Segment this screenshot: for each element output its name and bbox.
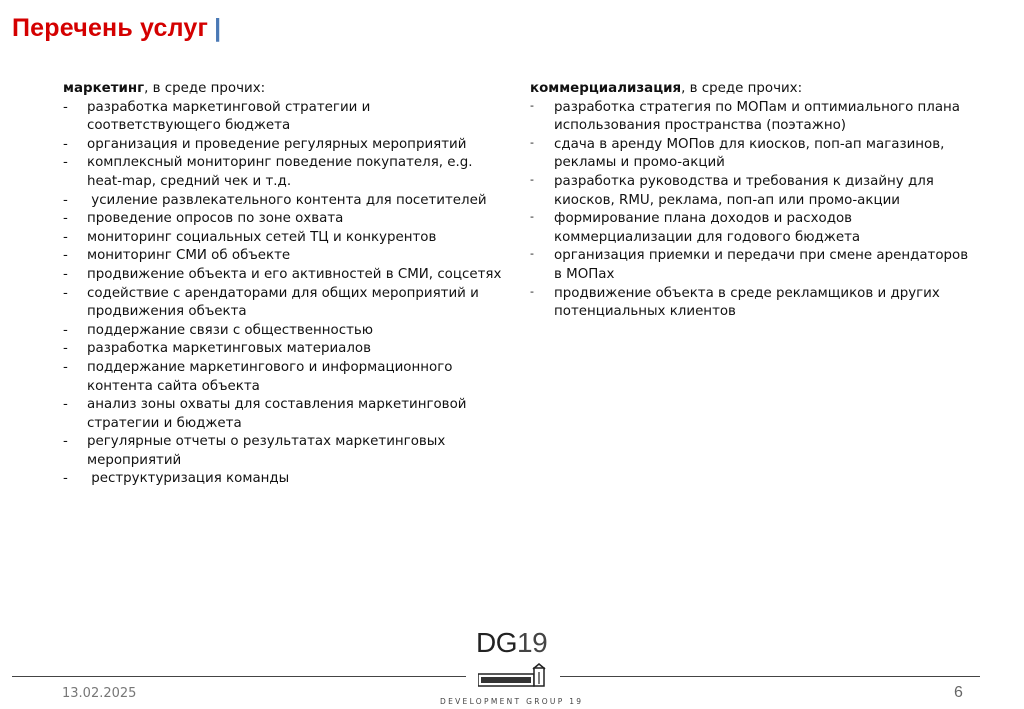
bullet-dash: - — [63, 229, 68, 245]
list-item — [63, 229, 503, 248]
list-item — [530, 247, 973, 284]
list-item-text: разработка стратегия по МОПам и оптимиального плана использования пространства (поэтажно) — [554, 99, 965, 134]
list-item — [63, 322, 503, 341]
list-item — [63, 433, 503, 470]
page-number: 6 — [954, 684, 963, 701]
list-item — [530, 99, 970, 136]
list-item — [530, 136, 970, 173]
list-item-text: поддержание маркетингового и информационного контента сайта объекта — [87, 359, 457, 394]
list-item-text: разработка маркетинговых материалов — [87, 341, 371, 357]
bullet-dash: - — [530, 284, 534, 298]
list-item — [63, 192, 503, 211]
list-item — [530, 173, 970, 210]
list-item — [530, 285, 970, 322]
bullet-dash: - — [63, 434, 68, 450]
list-item-text: разработка маркетинговой стратегии и соответствующего бюджета — [87, 99, 375, 134]
bullet-dash: - — [63, 99, 68, 115]
list-item — [63, 266, 503, 285]
company-name: DEVELOPMENT GROUP 19 — [440, 697, 584, 706]
list-item-text: мониторинг социальных сетей ТЦ и конкурентов — [87, 229, 437, 245]
list-item-text: мониторинг СМИ об объекте — [87, 248, 291, 264]
list-item — [530, 210, 970, 247]
list-item-text: продвижение объекта и его активностей в СМИ, соцсетях — [87, 266, 502, 282]
list-item-text: реструктуризация команды — [87, 471, 290, 487]
list-item-text: продвижение объекта в среде рекламщиков и других потенциальных клиентов — [554, 285, 945, 320]
bullet-dash: - — [530, 247, 534, 261]
bullet-dash: - — [63, 266, 68, 282]
commercialization-list — [530, 98, 973, 322]
list-item — [63, 285, 503, 322]
bullet-dash: - — [530, 210, 534, 224]
bullet-dash: - — [63, 322, 68, 338]
bullet-dash: - — [63, 248, 68, 264]
building-logo-icon — [478, 662, 548, 688]
list-item — [63, 359, 503, 396]
list-item-text: усиление развлекательного контента для посетителей — [87, 192, 487, 208]
list-item — [63, 99, 503, 136]
dg19-logo: DG19 — [476, 627, 548, 658]
list-item-text: организация приемки и передачи при смене арендаторов в МОПах — [554, 248, 973, 282]
list-item — [63, 136, 503, 155]
title-bar: | — [214, 14, 222, 42]
list-item — [63, 154, 503, 191]
slide-date: 13.02.2025 — [62, 686, 137, 701]
bullet-dash: - — [63, 341, 68, 357]
marketing-column — [63, 80, 503, 489]
bullet-dash: - — [63, 359, 68, 375]
page-title: Перечень услуг | — [12, 14, 222, 42]
bullet-dash: - — [63, 211, 68, 227]
list-item-text: организация и проведение регулярных мероприятий — [87, 136, 467, 152]
list-item-text: разработка руководства и требования к дизайну для киосков, RMU, реклама, поп-ап или промо-акции — [554, 173, 939, 208]
list-item-text: поддержание связи с общественностью — [87, 322, 374, 338]
bullet-dash: - — [63, 155, 68, 171]
bullet-dash: - — [63, 397, 68, 413]
bullet-dash: - — [63, 192, 68, 208]
bullet-dash: - — [530, 172, 534, 186]
footer-divider-left — [12, 676, 466, 677]
list-item — [63, 247, 503, 266]
bullet-dash: - — [63, 136, 68, 152]
list-item — [63, 470, 503, 489]
list-item-text: сдача в аренду МОПов для киосков, поп-ап магазинов, рекламы и промо-акций — [554, 136, 949, 171]
list-item — [63, 340, 503, 359]
bullet-dash: - — [63, 471, 68, 487]
commercialization-column — [530, 80, 973, 322]
list-item-text: содействие с арендаторами для общих мероприятий и продвижения объекта — [87, 285, 484, 320]
bullet-dash: - — [530, 98, 534, 112]
commercialization-heading: коммерциализация, в среде прочих: — [530, 81, 803, 96]
marketing-list — [63, 99, 503, 489]
bullet-dash: - — [63, 285, 68, 301]
list-item — [63, 396, 503, 433]
list-item — [63, 210, 503, 229]
bullet-dash: - — [530, 135, 534, 149]
list-item-text: регулярные отчеты о результатах маркетинговых мероприятий — [87, 434, 450, 468]
list-item-text: комплексный мониторинг поведение покупателя, e.g. heat-map, средний чек и т.д. — [87, 155, 477, 189]
list-item-text: анализ зоны охваты для составления маркетинговой стратегии и бюджета — [87, 397, 471, 431]
list-item-text: проведение опросов по зоне охвата — [87, 211, 344, 227]
list-item-text: формирование плана доходов и расходов коммерциализации для годового бюджета — [554, 211, 861, 245]
marketing-heading: маркетинг, в среде прочих: — [63, 81, 266, 96]
footer-divider-right — [560, 676, 980, 677]
